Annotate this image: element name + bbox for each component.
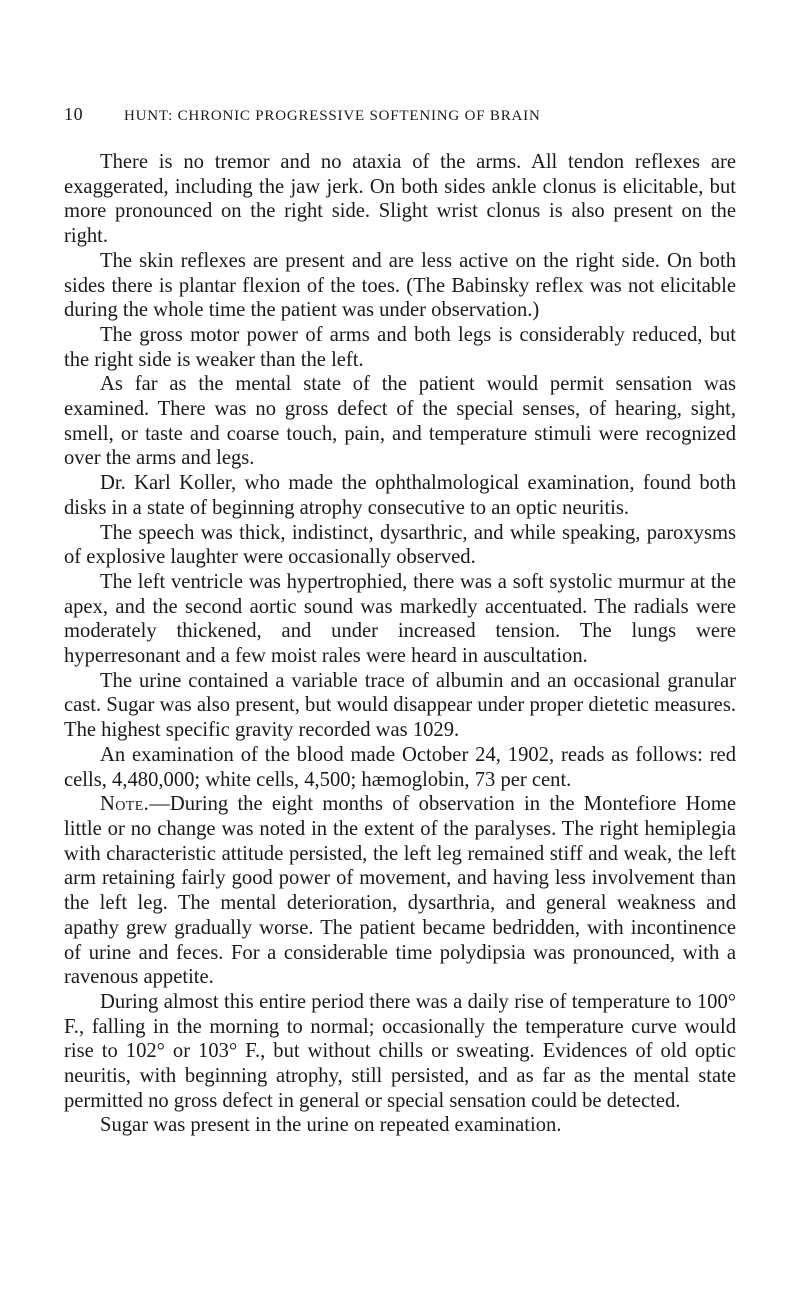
paragraph-temperature: During almost this entire period there was a daily rise of temperature to 100° F., falling in the morning to normal; occasionally the temperature curve would rise to 102° or 103° F., but without chills or sweating. Evidences of old optic neuritis, with beginning atrophy, still persisted, and as far as the mental state permitted no gross defect in general or special sensation could be detected. <box>64 990 736 1112</box>
paragraph-urine: The urine contained a variable trace of albumin and an occasional granular cast. Sugar was also present, but would disappear under proper dietetic measures. The highest specific gravity recorded was 1029. <box>64 669 736 742</box>
paragraph-cardiac: The left ventricle was hypertrophied, there was a soft systolic murmur at the apex, and the second aortic sound was markedly accentuated. The radials were moderately thickened, and under increased tension. The lungs were hyperresonant and a few moist rales were heard in auscultation. <box>64 570 736 668</box>
page-number: 10 <box>64 104 84 124</box>
paragraph-motor-power: The gross motor power of arms and both legs is considerably reduced, but the right side is weaker than the left. <box>64 323 736 371</box>
paragraph-note <box>64 792 736 990</box>
paragraph-tremor-reflexes: There is no tremor and no ataxia of the arms. All tendon reflexes are exaggerated, including the jaw jerk. On both sides ankle clonus is elicitable, but more pronounced on the right side. Slight wrist clonus is also present on the right. <box>64 151 736 248</box>
paragraph-sugar: Sugar was present in the urine on repeated examination. <box>100 1114 562 1137</box>
paragraph-skin-reflexes: The skin reflexes are present and are less active on the right side. On both sides there is plantar flexion of the toes. (The Babinsky reflex was not elicitable during the whole time the patient was under observation.) <box>64 249 736 322</box>
paragraph-ophthalmological: Dr. Karl Koller, who made the ophthalmological examination, found both disks in a state of beginning atrophy consecutive to an optic neuritis. <box>64 472 736 519</box>
note-text: —During the eight months of observation in the Montefiore Home little or no change was noted in the extent of the paralyses. The right hemiplegia with characteristic attitude persisted, the left leg remained stiff and weak, the left arm retaining fairly good power of movement, and having less involvement than the left leg. The mental deterioration, dysarthria, and general weakness and apathy grew gradually worse. The patient became bedridden, with incontinence of urine and feces. For a considerable time polydipsia was pronounced, with a ravenous appetite. <box>64 793 736 989</box>
body-text <box>64 150 736 1138</box>
paragraph-blood: An examination of the blood made October 24, 1902, reads as follows: red cells, 4,480,000; white cells, 4,500; hæmoglobin, 73 per cent. <box>64 743 736 791</box>
running-head <box>64 103 764 127</box>
running-head-title: HUNT: CHRONIC PROGRESSIVE SOFTENING OF BRAIN <box>124 108 541 124</box>
paragraph-speech: The speech was thick, indistinct, dysarthric, and while speaking, paroxysms of explosive laughter were occasionally observed. <box>64 521 736 569</box>
paragraph-sensation: As far as the mental state of the patient would permit sensation was examined. There was no gross defect of the special senses, of hearing, sight, smell, or taste and coarse touch, pain, and temperature stimuli were recognized over the arms and legs. <box>64 373 736 470</box>
note-label: Note. <box>100 793 150 816</box>
